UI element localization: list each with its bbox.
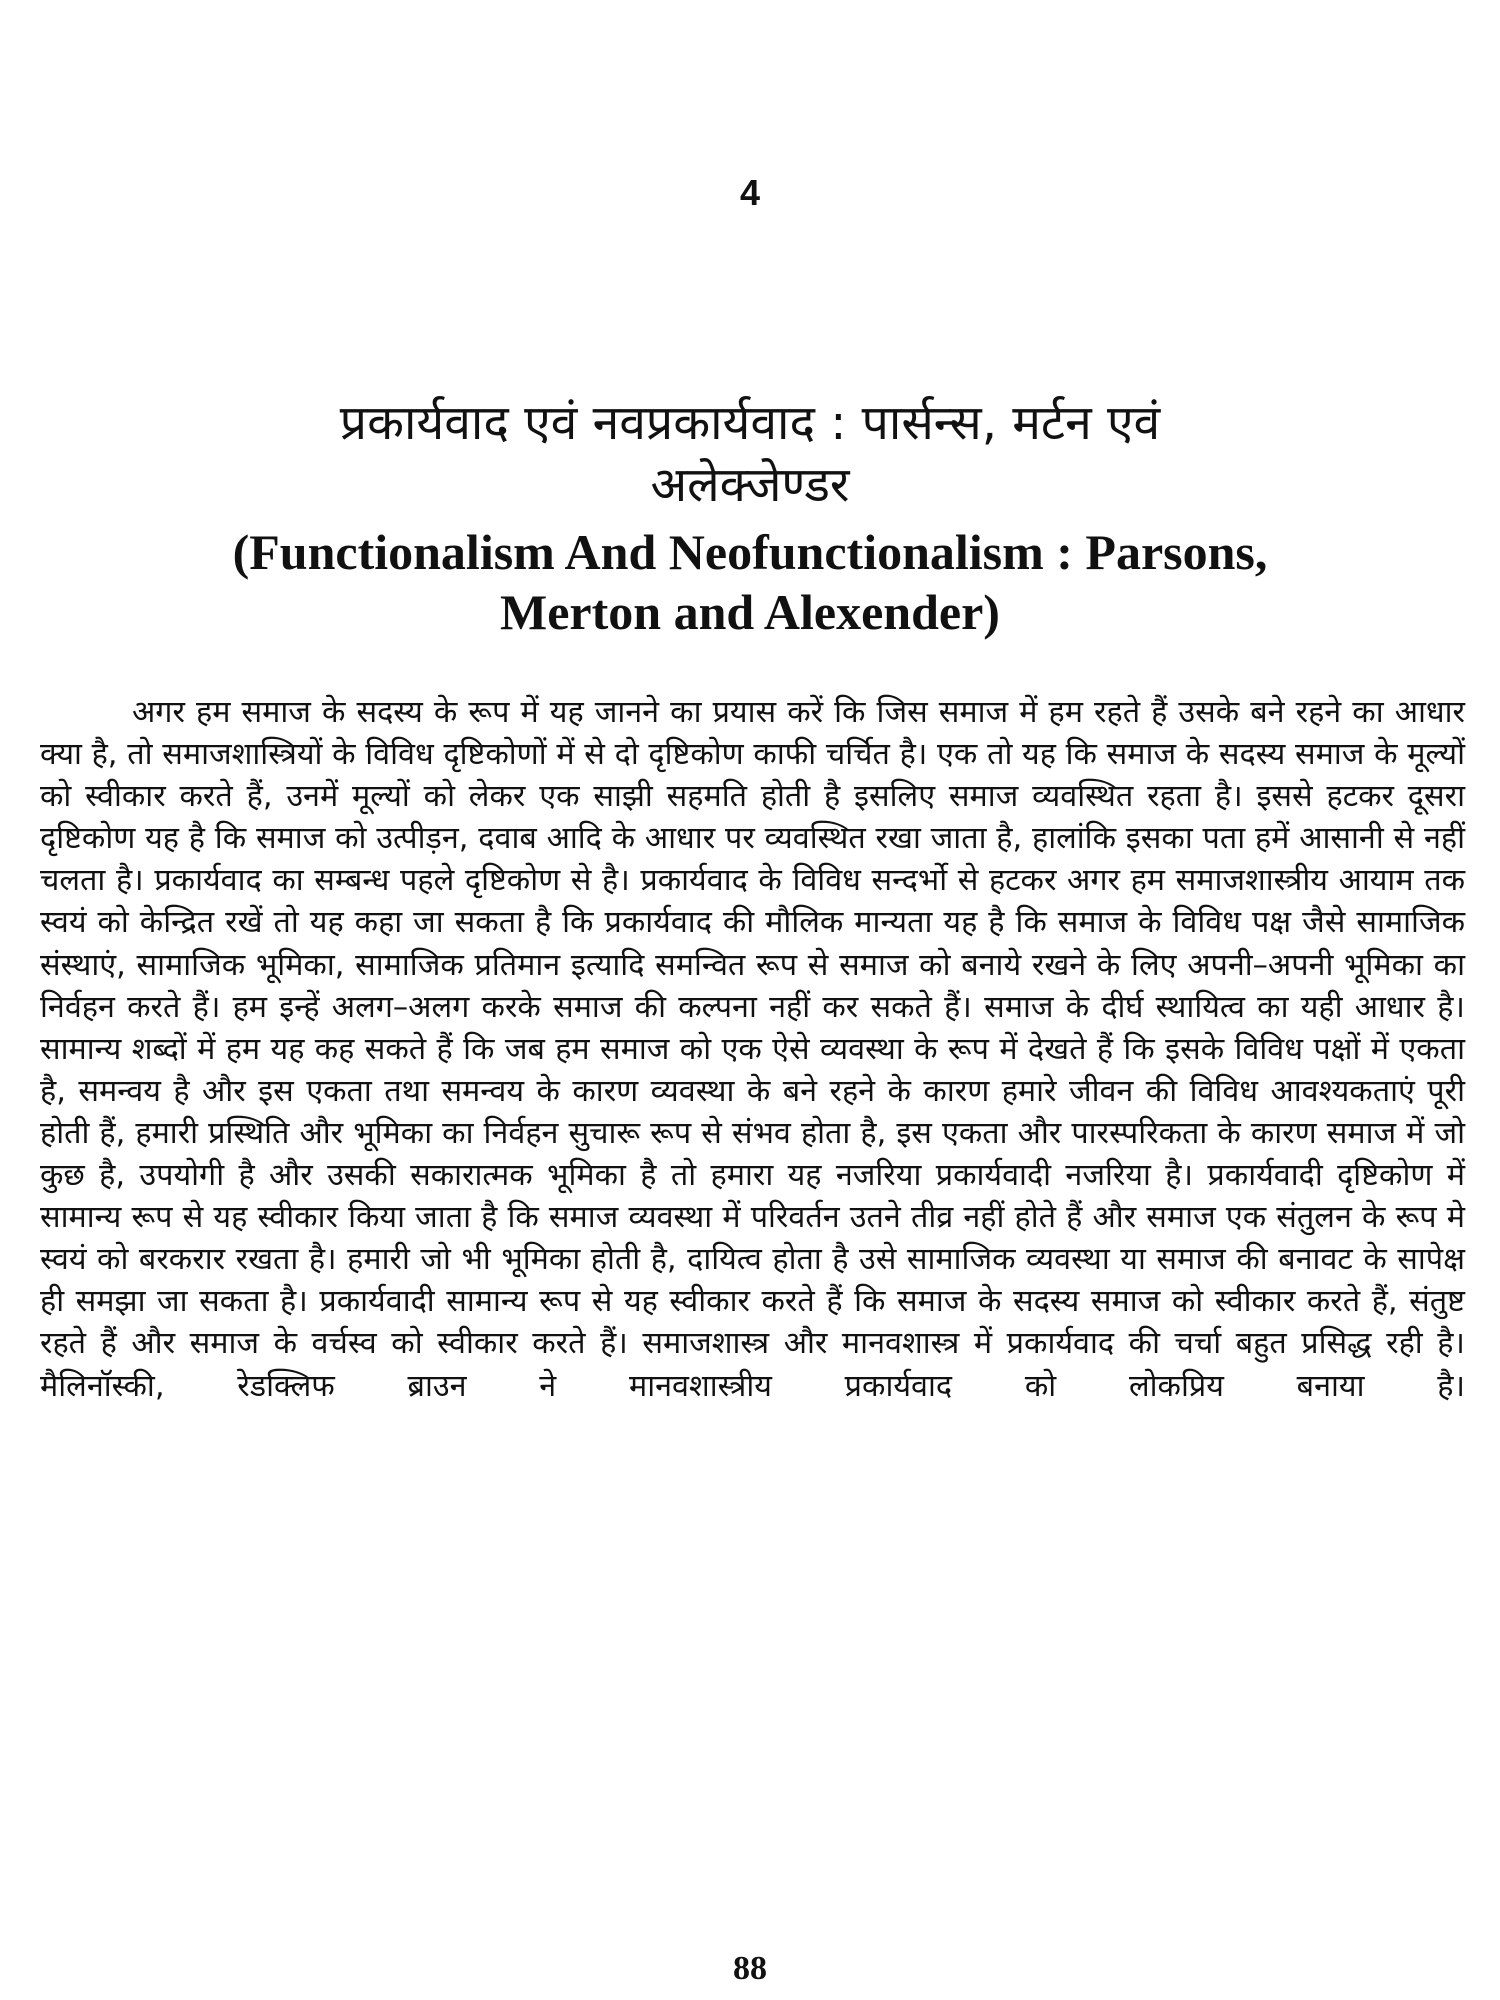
- chapter-title-hindi: [110, 392, 1390, 516]
- title-english-line-2: Merton and Alexender): [500, 584, 1000, 640]
- title-hindi-line-1: प्रकार्यवाद एवं नवप्रकार्यवाद : पार्सन्स, मर्टन एवं: [339, 395, 1161, 451]
- page-number: 88: [733, 1950, 767, 1987]
- title-hindi-line-2: अलेक्जेण्डर: [650, 457, 850, 513]
- chapter-title-english: [40, 522, 1460, 642]
- chapter-number: 4: [739, 172, 761, 213]
- body-paragraph: [40, 692, 1465, 1408]
- title-english-line-1: (Functionalism And Neofunctionalism : Parsons,: [232, 524, 1268, 580]
- paragraph-text: अगर हम समाज के सदस्य के रूप में यह जानने का प्रयास करें कि जिस समाज में हम रहते हैं उसके बने रहने का आधार क्या है, तो समाजशास्त्रियों के विविध दृष्टिकोणों में से दो दृष्टिकोण काफी चर्चित है। एक तो यह कि समाज के सदस्य समाज के मूल्यों को स्वीकार करते हैं, उनमें मूल्यों को लेकर एक साझी सहमति होती है इसलिए समाज व्यवस्थित रहता है। इससे हटकर दूसरा दृष्टिकोण यह है कि समाज को उत्पीड़न, दवाब आदि के आधार पर व्यवस्थित रखा जाता है, हालांकि इसका पता हमें आसानी से नहीं चलता है। प्रकार्यवाद का सम्बन्ध पहले दृष्टिकोण से है। प्रकार्यवाद के विविध सन्दर्भो से हटकर अगर हम समाजशास्त्रीय आयाम तक स्वयं को केन्द्रित रखें तो यह कहा जा सकता है कि प्रकार्यवाद की मौलिक मान्यता यह है कि समाज के विविध पक्ष जैसे सामाजिक संस्थाएं, सामाजिक भूमिका, सामाजिक प्रतिमान इत्यादि समन्वित रूप से समाज को बनाये रखने के लिए अपनी–अपनी भूमिका का निर्वहन करते हैं। हम इन्हें अलग–अलग करके समाज की कल्पना नहीं कर सकते हैं। समाज के दीर्घ स्थायित्व का यही आधार है। सामान्य शब्दों में हम यह कह सकते हैं कि जब हम समाज को एक ऐसे व्यवस्था के रूप में देखते हैं कि इसके विविध पक्षों में एकता है, समन्वय है और इस एकता तथा समन्वय के कारण व्यवस्था के बने रहने के कारण हमारे जीवन की विविध आवश्यकताएं पूरी होती हैं, हमारी प्रस्थिति और भूमिका का निर्वहन सुचारू रूप से संभव होता है, इस एकता और पारस्परिकता के कारण समाज में जो कुछ है, उपयोगी है और उसकी सकारात्मक भूमिका है तो हमारा यह नजरिया प्रकार्यवादी नजरिया है। प्रकार्यवादी दृष्टिकोण में सामान्य रूप से यह स्वीकार किया जाता है कि समाज व्यवस्था में परिवर्तन उतने तीव्र नहीं होते हैं और समाज एक संतुलन के रूप मे स्वयं को बरकरार रखता है। हमारी जो भी भूमिका होती है, दायित्व होता है उसे सामाजिक व्यवस्था या समाज की बनावट के सापेक्ष ही समझा जा सकता है। प्रकार्यवादी सामान्य रूप से यह स्वीकार करते हैं कि समाज के सदस्य समाज को स्वीकार करते हैं, संतुष्ट रहते हैं और समाज के वर्चस्व को स्वीकार करते हैं। समाजशास्त्र और मानवशास्त्र में प्रकार्यवाद की चर्चा बहुत प्रसिद्ध रही है। मैलिनॉस्की, रेडक्लिफ ब्राउन ने मानवशास्त्रीय प्रकार्यवाद को लोकप्रिय बनाया है।: [40, 695, 1465, 1404]
